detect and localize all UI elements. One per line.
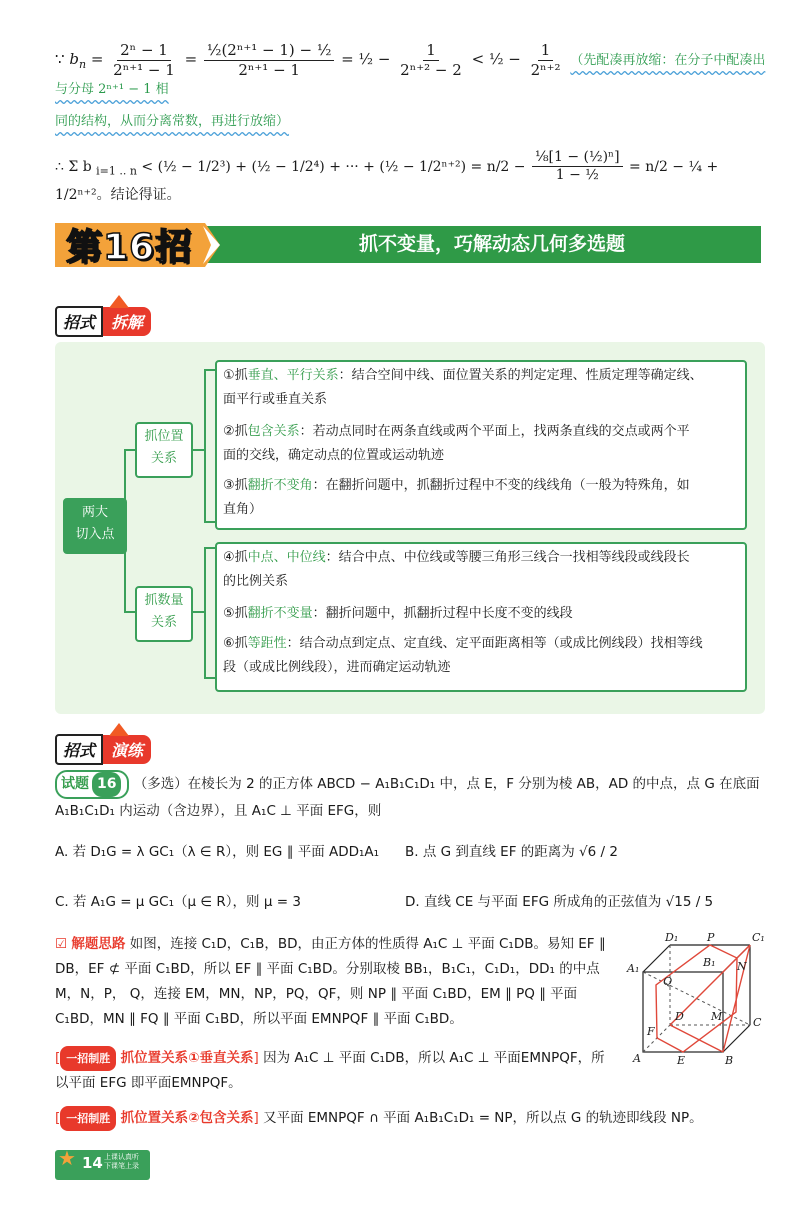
tag-part-2: 拆解 — [103, 307, 151, 336]
hint-2: [ 一招制胜 抓位置关系②包含关系] 又平面 EMNPQF ∩ 平面 A₁B₁C₁D₁ = NP，所以点 G 的轨迹即线段 NP。 — [55, 1106, 765, 1131]
hint-1-text: 因为 A₁C ⊥ 平面 C₁DB，所以 A₁C ⊥ 平面EMNPQF，所 — [263, 1050, 605, 1066]
label-c: C — [753, 1016, 762, 1029]
solution-p4: C₁BD，所以平面 EMNPQF ∥ 平面 C₁BD。 — [205, 1011, 463, 1027]
fraction-4-den: 2ⁿ⁺² — [530, 60, 561, 79]
tag2-part-1: 招式 — [55, 734, 103, 765]
fraction-4 — [528, 42, 564, 78]
fraction-2 — [204, 42, 335, 78]
item-4-text: ：结合中点、中位线或等腰三角形三线合一找相等线段或线段长 — [325, 550, 690, 565]
item-3-text: ：在翻折问题中，抓翻折过程中不变的线线角（一般为特殊角，如 — [312, 478, 690, 493]
fraction-2-den: 2ⁿ⁺¹ − 1 — [238, 60, 300, 79]
label-a: A — [633, 1052, 641, 1065]
big-fraction-den: 1 − ½ — [555, 167, 599, 184]
item-4-line2: 的比例关系 — [223, 574, 289, 589]
label-e: E — [677, 1054, 686, 1067]
item-5-keyword: 翻折不变量 — [247, 606, 313, 621]
page-number: 14 — [82, 1154, 103, 1172]
label-d: D — [675, 1010, 684, 1023]
footer-brand — [104, 1153, 139, 1171]
item-3-line2: 直角） — [223, 502, 263, 517]
item-5 — [223, 602, 743, 626]
fraction-1 — [110, 42, 178, 78]
solution-label: 解题思路 — [71, 936, 126, 952]
fraction-3-den: 2ⁿ⁺² − 2 — [400, 60, 462, 79]
label-b: B — [725, 1054, 734, 1067]
n-over-2: n/2 − — [486, 158, 526, 175]
bn-symbol: b — [69, 50, 79, 68]
item-6-line2: 段（或成比例线段），进而确定运动轨迹 — [223, 660, 451, 675]
mindmap-box — [55, 342, 765, 714]
cube-figure — [625, 930, 775, 1070]
item-6 — [223, 632, 743, 680]
hint-1-tag: 一招制胜 — [60, 1046, 116, 1071]
hint-1: [ 一招制胜 抓位置关系①垂直关系] 因为 A₁C ⊥ 平面 C₁DB，所以 A₁C ⊥ 平面EMNPQF，所 以平面 EFG 即平面EMNPQF。 — [55, 1046, 625, 1096]
option-d: D. 直线 CE 与平面 EFG 所成角的正弦值为 √15 / 5 — [405, 894, 714, 910]
hint-1-label: 抓位置关系①垂直关系 — [120, 1050, 254, 1066]
check-icon: ☑ — [55, 936, 68, 952]
label-a1: A₁ — [627, 962, 640, 975]
solution-p3: Q，连接 EM，MN，NP，PQ，QF，则 NP ∥ 平面 C₁BD，EM ∥ PQ ∥ 平面 C₁BD，MN ∥ FQ ∥ 平面 — [55, 986, 578, 1027]
label-b1: B₁ — [703, 956, 716, 969]
sum-expansion: < (½ − 1/2³) + (½ − 1/2⁴) + ··· + (½ − 1/2ⁿ⁺²) = — [141, 158, 483, 175]
sum-limits: i=1 .. n — [96, 164, 137, 178]
hint-2-label: 抓位置关系②包含关系 — [120, 1110, 254, 1126]
hint-2-tag: 一招制胜 — [60, 1106, 116, 1131]
problem-line-1: （多选）在棱长为 2 的正方体 ABCD − A₁B₁C₁D₁ 中，点 E，F 分别为棱 AB，AD 的中点，点 G 在底面 — [133, 776, 760, 792]
item-3-keyword: 翻折不变角 — [247, 478, 313, 493]
formula-bn: ∵ $b_n$ = $\frac{\text{2ⁿ − 1}}{\text{2ⁿ⁺¹ − 1}}$ = $\frac{\text{½(2ⁿ⁺¹ − 1) − ½}}{\text{2ⁿ⁺¹ − 1}}$ = ½ − $\frac{1}{\text{2ⁿ⁺² − 2}}$ < ½ − $\frac{1}{\text{2ⁿ⁺²}}$ （先配凑再放缩：在分子中配凑出与分母 2ⁿ⁺¹ − 1 相 — [55, 41, 766, 97]
tag-part-1: 招式 — [55, 306, 103, 337]
item-2-keyword: 包含关系 — [247, 424, 300, 439]
label-d1: D₁ — [665, 931, 679, 944]
fraction-3 — [397, 42, 465, 78]
item-3-pre: ③抓 — [223, 478, 248, 493]
fraction-4-num: 1 — [538, 42, 554, 61]
section-tag-practice — [55, 734, 151, 765]
fraction-1-den: 2ⁿ⁺¹ − 1 — [113, 60, 175, 79]
term-4: ½ − — [488, 50, 521, 68]
item-2-pre: ②抓 — [223, 424, 248, 439]
item-5-text: ：翻折问题中，抓翻折过程中长度不变的线段 — [312, 606, 573, 621]
label-p: P — [707, 931, 715, 944]
badge-label: 试题 — [61, 776, 89, 792]
problem-line-2: A₁B₁C₁D₁ 内运动（含边界），且 A₁C ⊥ 平面 EFG，则 — [55, 803, 382, 819]
equals-sign: = — [90, 50, 104, 68]
solution-block — [55, 932, 620, 1032]
item-6-text: ：结合动点到定点、定直线、定平面距离相等（或成比例线段）找相等线 — [286, 636, 703, 651]
solution-p1: 如图，连接 C₁D，C₁B，BD，由正方体的性质得 A₁C ⊥ 平面 C₁DB。易知 EF ∥ — [129, 936, 606, 952]
item-5-pre: ⑤抓 — [223, 606, 248, 621]
equals-sign-2: = — [629, 158, 641, 175]
solution-p2: DB，EF ⊄ 平面 C₁BD，所以 EF ∥ 平面 C₁BD。分别取棱 BB₁，B₁C₁，C₁D₁，DD₁ 的中点 M，N，P， — [55, 961, 600, 1002]
item-1-keyword: 垂直、平行关系 — [247, 368, 339, 383]
sum-symbol: ∴ Σ b — [55, 158, 92, 175]
item-1-text: ：结合空间中线、面位置关系的判定定理、性质定理等确定线、 — [338, 368, 703, 383]
branch-position: 抓位置 关系 — [135, 422, 193, 478]
less-than-sign: < — [471, 50, 485, 68]
badge-number: 16 — [92, 772, 121, 797]
item-4 — [223, 546, 743, 594]
banner-number: 第16招 — [66, 227, 193, 268]
brand-line-1: 上课认真听 — [104, 1153, 139, 1161]
item-6-keyword: 等距性 — [247, 636, 287, 651]
label-q: Q — [663, 975, 673, 988]
item-4-pre: ④抓 — [223, 550, 248, 565]
item-2 — [223, 420, 743, 468]
hint-2-text: 又平面 EMNPQF ∩ 平面 A₁B₁C₁D₁ = NP，所以点 G 的轨迹即线段 NP。 — [263, 1110, 703, 1126]
root-node: 两大 切入点 — [63, 498, 127, 554]
formula-sum — [55, 150, 775, 204]
item-1 — [223, 364, 743, 412]
item-3 — [223, 474, 743, 522]
bn-subscript: n — [78, 58, 87, 71]
item-1-pre: ①抓 — [223, 368, 248, 383]
conclusion: n/2 − ¼ + 1/2ⁿ⁺²。结论得证。 — [55, 158, 719, 203]
big-fraction-num: ⅛[1 − (½)ⁿ] — [532, 150, 623, 167]
tag2-part-2: 演练 — [103, 735, 151, 764]
term-3: ½ − — [358, 50, 391, 68]
fraction-1-num: 2ⁿ − 1 — [117, 42, 171, 61]
fraction-2-num: ½(2ⁿ⁺¹ − 1) − ½ — [204, 42, 335, 61]
option-c: C. 若 A₁G = μ GC₁（μ ∈ R），则 μ = 3 — [55, 894, 301, 910]
brand-line-2: 下课笔上录 — [104, 1162, 139, 1170]
label-n: N — [737, 960, 747, 973]
big-fraction — [532, 150, 623, 184]
section-tag-breakdown — [55, 306, 151, 337]
item-1-line2: 面平行或垂直关系 — [223, 392, 328, 407]
item-4-keyword: 中点、中位线 — [247, 550, 326, 565]
item-2-line2: 面的交线，确定动点的位置或运动轨迹 — [223, 448, 445, 463]
note-line-1: （先配凑再放缩：在分子中配凑出与分母 2ⁿ⁺¹ − 1 相 — [55, 53, 766, 97]
label-m: M — [711, 1010, 723, 1023]
item-6-pre: ⑥抓 — [223, 636, 248, 651]
hint-1-text2: 以平面 EFG 即平面EMNPQF。 — [55, 1075, 242, 1091]
option-b: B. 点 G 到直线 EF 的距离为 √6 / 2 — [405, 844, 618, 860]
therefore-symbol: ∵ — [55, 50, 65, 68]
problem-statement — [55, 770, 765, 824]
branch-quantity: 抓数量 关系 — [135, 586, 193, 642]
item-2-text: ：若动点同时在两条直线或两个平面上，找两条直线的交点或两个平 — [299, 424, 690, 439]
problem-badge — [55, 770, 129, 799]
fraction-3-num: 1 — [423, 42, 439, 61]
star-icon: ★ — [58, 1146, 76, 1170]
note-line-2: 同的结构，从而分离常数，再进行放缩） — [55, 114, 290, 129]
banner-title: 抓不变量，巧解动态几何多选题 — [358, 233, 625, 255]
label-f: F — [647, 1025, 655, 1038]
option-a: A. 若 D₁G = λ GC₁（λ ∈ R），则 EG ∥ 平面 ADD₁A₁ — [55, 844, 380, 860]
label-c1: C₁ — [752, 931, 765, 944]
